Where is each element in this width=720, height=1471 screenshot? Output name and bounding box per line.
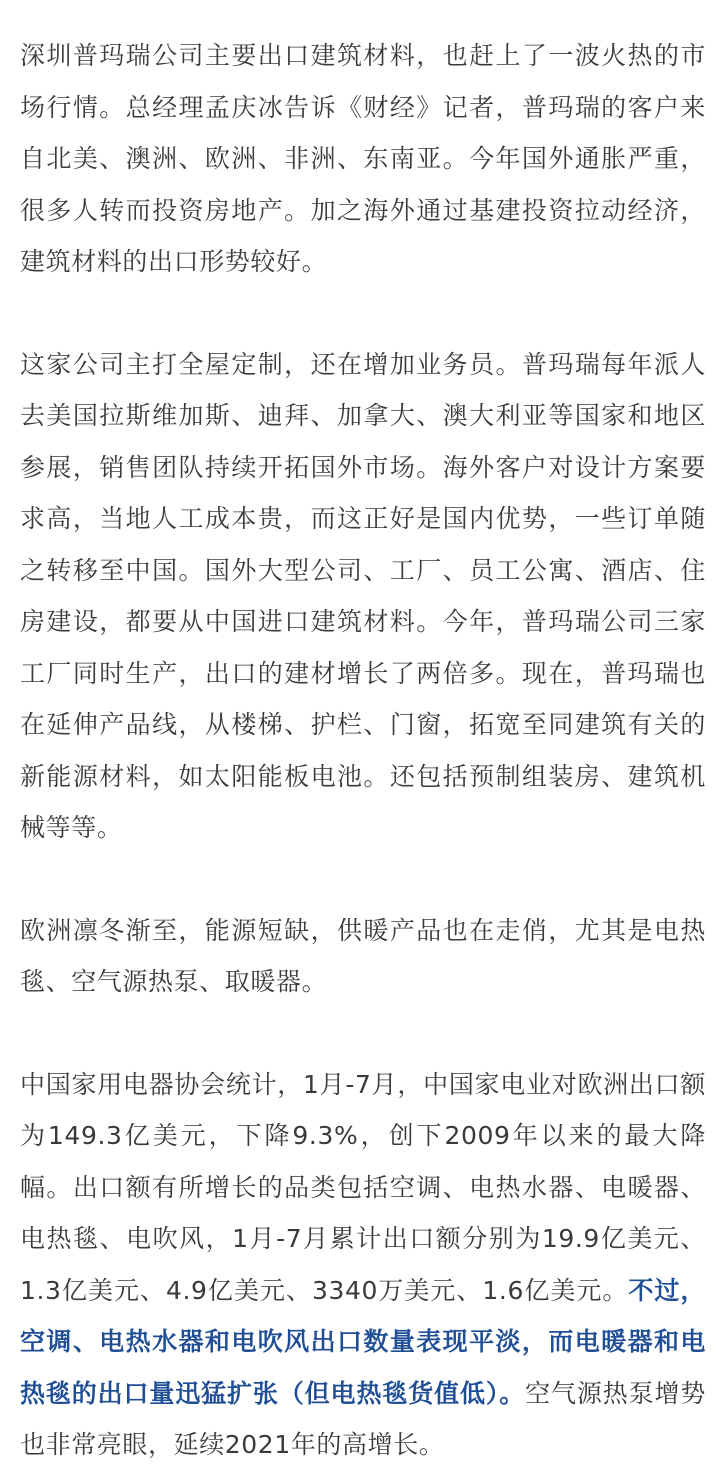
- highlighted-text: 不过，空调、电热水器和电吹风出口数量表现平淡，而电暖器和电热毯的出口量迅猛扩张（但电热毯货值低）。: [20, 1275, 706, 1408]
- paragraph-1: 深圳普玛瑞公司主要出口建筑材料，也赶上了一波火热的市场行情。总经理孟庆冰告诉《财经》记者，普玛瑞的客户来自北美、澳洲、欧洲、非洲、东南亚。今年国外通胀严重，很多人转而投资房地产。加之海外通过基建投资拉动经济，建筑材料的出口形势较好。: [20, 41, 706, 276]
- paragraph-4-text-before: 中国家用电器协会统计，1月-7月，中国家电业对欧洲出口额为149.3亿美元，下降9.3%，创下2009年以来的最大降幅。出口额有所增长的品类包括空调、电热水器、电暖器、电热毯、电吹风，1月-7月累计出口额分别为19.9亿美元、1.3亿美元、4.9亿美元、3340万美元、1.6亿美元。: [20, 1069, 706, 1305]
- article-body: [20, 30, 706, 1471]
- paragraph-3: 欧洲凛冬渐至，能源短缺，供暖产品也在走俏，尤其是电热毯、空气源热泵、取暖器。: [20, 915, 706, 996]
- paragraph-4-text-after: 空气源热泵增势也非常亮眼，延续2021年的高增长。: [20, 1378, 706, 1459]
- paragraph-4: [20, 1059, 706, 1471]
- paragraph-2: 这家公司主打全屋定制，还在增加业务员。普玛瑞每年派人去美国拉斯维加斯、迪拜、加拿大、澳大利亚等国家和地区参展，销售团队持续开拓国外市场。海外客户对设计方案要求高，当地人工成本贵，而这正好是国内优势，一些订单随之转移至中国。国外大型公司、工厂、员工公寓、酒店、住房建设，都要从中国进口建筑材料。今年，普玛瑞公司三家工厂同时生产，出口的建材增长了两倍多。现在，普玛瑞也在延伸产品线，从楼梯、护栏、门窗，拓宽至同建筑有关的新能源材料，如太阳能板电池。还包括预制组装房、建筑机械等等。: [20, 349, 706, 842]
